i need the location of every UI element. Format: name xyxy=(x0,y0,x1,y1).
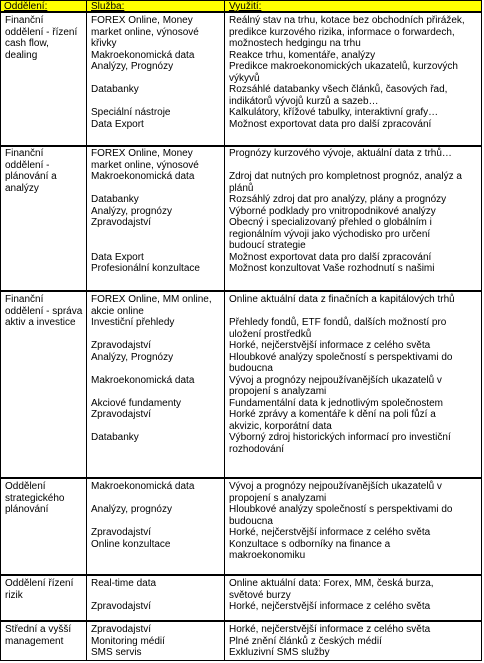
department-label: Finanční xyxy=(5,15,44,26)
usage-cell: Prognózy kurzového vývoje, aktuální data z trhů… xyxy=(229,148,452,159)
service-cell: Makroekonomická data xyxy=(91,49,195,61)
service-cell: Analýzy, prognózy xyxy=(91,504,172,515)
usage-cell: makroekonomiku xyxy=(229,550,306,561)
department-label: plánování a xyxy=(5,171,57,182)
table-row-group xyxy=(0,12,482,147)
usage-cell: Plné znění článků z českých médií xyxy=(229,635,382,647)
department-label: Finanční xyxy=(5,148,44,159)
department-label: dealing xyxy=(5,49,38,61)
usage-cell: regionálním vývoji jako východisko pro určení xyxy=(229,228,431,240)
service-cell: akcie online xyxy=(91,305,144,317)
table-row-group xyxy=(0,478,482,575)
usage-cell: Horké, nejčerstvější informace z celého světa xyxy=(229,340,431,351)
usage-cell: propojení s analyzami xyxy=(229,492,327,504)
service-cell: Analýzy, Prognózy xyxy=(91,61,174,72)
service-cell: Databanky xyxy=(91,194,139,205)
department-label: strategického xyxy=(5,492,65,504)
service-cell: Real-time data xyxy=(91,578,157,589)
service-cell: market online, výnosové xyxy=(91,26,199,38)
usage-cell: Reakce trhu, komentáře, analýzy xyxy=(229,49,376,61)
header-service: Služba: xyxy=(91,1,125,12)
usage-cell: Obecný i specializovaný přehled o globálním i xyxy=(229,217,432,228)
service-cell: Speciální nástroje xyxy=(91,107,171,118)
service-cell: market online, výnosové xyxy=(91,159,199,171)
department-label: Finanční xyxy=(5,294,44,305)
usage-cell: Konzultace s odborníky na finance a xyxy=(229,538,391,550)
service-cell: Zpravodajství xyxy=(91,527,152,538)
department-label: oddělení - xyxy=(5,159,50,171)
table-row-group xyxy=(0,291,482,478)
usage-cell: Vývoj a prognózy nejpoužívanějších ukazatelů v xyxy=(229,374,442,386)
department-label: aktiv a investice xyxy=(5,317,76,328)
service-cell: Akciové fundamenty xyxy=(91,397,182,409)
usage-cell: Přehledy fondů, ETF fondů, dalších možností pro xyxy=(229,317,447,328)
service-cell: Zpravodajství xyxy=(91,601,152,612)
table-row-group xyxy=(0,145,482,291)
usage-cell: Horké zprávy a komentáře k dění na poli fůzí a xyxy=(229,409,436,420)
service-cell: Monitoring médií xyxy=(91,635,165,647)
usage-cell: akvizic, korporátní data xyxy=(229,420,332,432)
department-label: oddělení - správa xyxy=(5,305,83,317)
usage-cell: Výborné podklady pro vnitropodnikové analýzy xyxy=(229,205,436,217)
department-label: Oddělení řízení xyxy=(5,578,74,589)
usage-cell: Horké, nejčerstvější informace z celého světa xyxy=(229,601,431,612)
service-cell: Profesionální konzultace xyxy=(91,263,200,274)
service-cell: Zpravodajství xyxy=(91,217,152,228)
service-cell: křivky xyxy=(91,38,117,49)
usage-cell: Výborný zdroj historických informací pro investiční xyxy=(229,432,451,443)
service-cell: SMS servis xyxy=(91,647,142,658)
usage-cell: výkyvů xyxy=(229,72,260,84)
table-header xyxy=(0,0,482,12)
usage-cell: Zdroj dat nutných pro kompletnost prognóz, analýz a xyxy=(229,171,462,182)
usage-cell: propojení s analyzami xyxy=(229,386,327,397)
usage-cell: Kalkulátory, křížové tabulky, interaktivní grafy… xyxy=(229,107,439,118)
service-cell: Makroekonomická data xyxy=(91,374,195,386)
usage-cell: Horké, nejčerstvější informace z celého světa xyxy=(229,624,431,635)
column-divider xyxy=(86,0,87,661)
department-label: oddělení - řízení xyxy=(5,26,78,38)
table-row-group xyxy=(0,621,482,661)
service-cell: Makroekonomická data xyxy=(91,171,195,182)
service-cell: Analýzy, prognózy xyxy=(91,205,172,217)
usage-cell: světové burzy xyxy=(229,589,291,601)
usage-cell: Možnost exportovat data pro další zpracování xyxy=(229,118,432,130)
usage-cell: Horké, nejčerstvější informace z celého světa xyxy=(229,527,431,538)
department-label: rizik xyxy=(5,589,23,601)
usage-cell: budoucna xyxy=(229,363,273,374)
department-label: Oddělení xyxy=(5,481,46,492)
service-cell: Makroekonomická data xyxy=(91,481,195,492)
service-cell: FOREX Online, Money xyxy=(91,148,193,159)
usage-cell: možnostech hedgingu na trhu xyxy=(229,38,361,49)
usage-cell: Reálný stav na trhu, kotace bez obchodních přirážek, xyxy=(229,15,465,26)
usage-cell: plánů xyxy=(229,182,254,194)
service-cell: Databanky xyxy=(91,432,139,443)
service-cell: FOREX Online, Money xyxy=(91,15,193,26)
usage-cell: budoucí strategie xyxy=(229,240,306,251)
usage-cell: predikce kurzového rizika, informace o forwardech, xyxy=(229,26,455,38)
service-cell: Data Export xyxy=(91,118,144,130)
usage-cell: Rozsáhlé databanky všech článků, časových řad, xyxy=(229,84,448,95)
header-dept: Oddělení: xyxy=(4,1,48,12)
usage-cell: Možnost konzultovat Vaše rozhodnutí s našimi xyxy=(229,263,435,274)
usage-cell: Exkluzivní SMS služby xyxy=(229,647,330,658)
header-usage: Využití: xyxy=(229,1,262,12)
usage-cell: Rozsáhlý zdroj dat pro analýzy, plány a prognózy xyxy=(229,194,447,205)
table-row-group xyxy=(0,575,482,621)
service-cell: Analýzy, Prognózy xyxy=(91,351,174,363)
usage-cell: Fundamentální data k jednotlivým společnostem xyxy=(229,397,444,409)
department-label: Střední a vyšší xyxy=(5,624,72,635)
usage-cell: Možnost exportovat data pro další zpracování xyxy=(229,251,432,263)
service-cell: Zpravodajství xyxy=(91,624,152,635)
usage-cell: Vývoj a prognózy nejpoužívanějších ukazatelů v xyxy=(229,481,442,492)
department-label: plánování xyxy=(5,504,49,515)
service-cell: FOREX Online, MM online, xyxy=(91,294,212,305)
usage-cell: Online aktuální data: Forex, MM, česká burza, xyxy=(229,578,434,589)
department-label: management xyxy=(5,635,64,647)
usage-cell: Online aktuální data z finačních a kapitálových trhů xyxy=(229,294,455,305)
usage-cell: Hloubkové analýzy společností s perspektivami do xyxy=(229,504,453,515)
service-cell: Zpravodajství xyxy=(91,340,152,351)
usage-cell: uložení prostředků xyxy=(229,328,312,340)
service-cell: Investiční přehledy xyxy=(91,317,175,328)
service-cell: Zpravodajství xyxy=(91,409,152,420)
service-cell: Databanky xyxy=(91,84,139,95)
usage-cell: indikátorů vývojů kurzů a sazeb… xyxy=(229,95,379,107)
department-label: analýzy xyxy=(5,182,39,194)
department-label: cash flow, xyxy=(5,38,49,49)
column-divider xyxy=(224,0,225,661)
usage-cell: rozhodování xyxy=(229,443,285,455)
usage-cell: Predikce makroekonomických ukazatelů, kurzových xyxy=(229,61,458,72)
service-cell: Online konzultace xyxy=(91,538,171,550)
usage-cell: budoucna xyxy=(229,515,273,527)
usage-cell: Hloubkové analýzy společností s perspektivami do xyxy=(229,351,453,363)
service-cell: Data Export xyxy=(91,251,144,263)
